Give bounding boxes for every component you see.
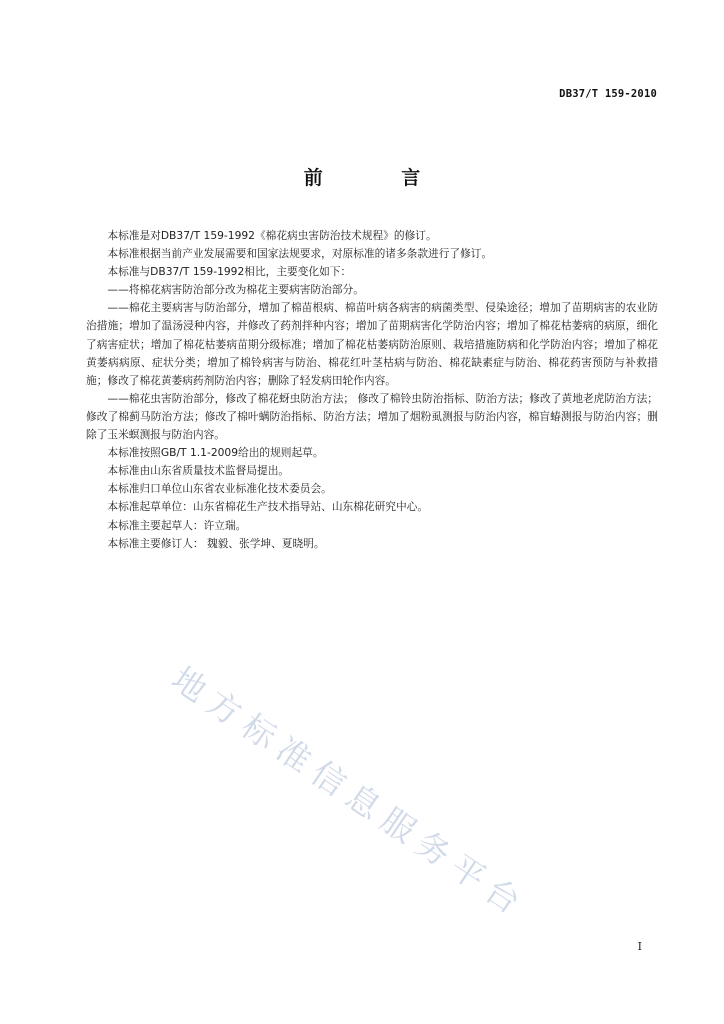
watermark: 地方标准信息服务平台 <box>164 658 535 927</box>
foreword-body <box>86 227 658 553</box>
paragraph-change-disease-details: ——棉花主要病害与防治部分，增加了棉苗根病、棉苗叶病各病害的病菌类型、侵染途径；增加了苗期病害的农业防治措施；增加了温汤浸种内容，并修改了药剂拌种内容；增加了苗期病害化学防治内容；增加了棉花枯萎病的病原，细化了病害症状；增加了棉花枯萎病苗期分级标准；增加了棉花枯萎病防治原则、栽培措施防病和化学防治内容；增加了棉花黄萎病病原、症状分类；增加了棉铃病害与防治、棉花红叶茎枯病与防治、棉花缺素症与防治、棉花药害预防与补救措施；修改了棉花黄萎病药剂防治内容；删除了轻发病田轮作内容。 <box>86 301 658 387</box>
paragraph-proposer: 本标准由山东省质量技术监督局提出。 <box>107 464 290 478</box>
paragraph-changes-intro: 本标准与DB37/T 159-1992相比，主要变化如下： <box>107 265 352 279</box>
page-number: I <box>637 940 642 953</box>
paragraph-change-pest-details: ——棉花虫害防治部分，修改了棉花蚜虫防治方法； 修改了棉铃虫防治指标、防治方法；修改了黄地老虎防治方法；修改了棉蓟马防治方法；修改了棉叶螨防治指标、防治方法；增加了烟粉虱测报与防治内容，棉盲蝽测报与防治内容；删除了玉米螟测报与防治内容。 <box>86 391 658 442</box>
paragraph-drafting-units: 本标准起草单位：山东省棉花生产技术指导站、山东棉花研究中心。 <box>107 500 429 514</box>
paragraph-drafting-rules: 本标准按照GB/T 1.1-2009给出的规则起草。 <box>107 446 324 460</box>
paragraph-revision-basis: 本标准根据当前产业发展需要和国家法规要求，对原标准的诸多条款进行了修订。 <box>107 247 493 261</box>
page-title: 前 言 <box>303 167 457 189</box>
standard-code: DB37/T 159-2010 <box>559 88 657 100</box>
paragraph-responsible-unit: 本标准归口单位山东省农业标准化技术委员会。 <box>107 482 332 496</box>
paragraph-main-revisers: 本标准主要修订人： 魏毅、张学坤、夏晓明。 <box>107 536 325 550</box>
paragraph-change-disease-section: ——将棉花病害防治部分改为棉花主要病害防治部分。 <box>107 283 364 297</box>
paragraph-main-drafter: 本标准主要起草人：许立瑞。 <box>107 518 247 532</box>
paragraph-revision-note: 本标准是对DB37/T 159-1992《棉花病虫害防治技术规程》的修订。 <box>107 229 437 242</box>
